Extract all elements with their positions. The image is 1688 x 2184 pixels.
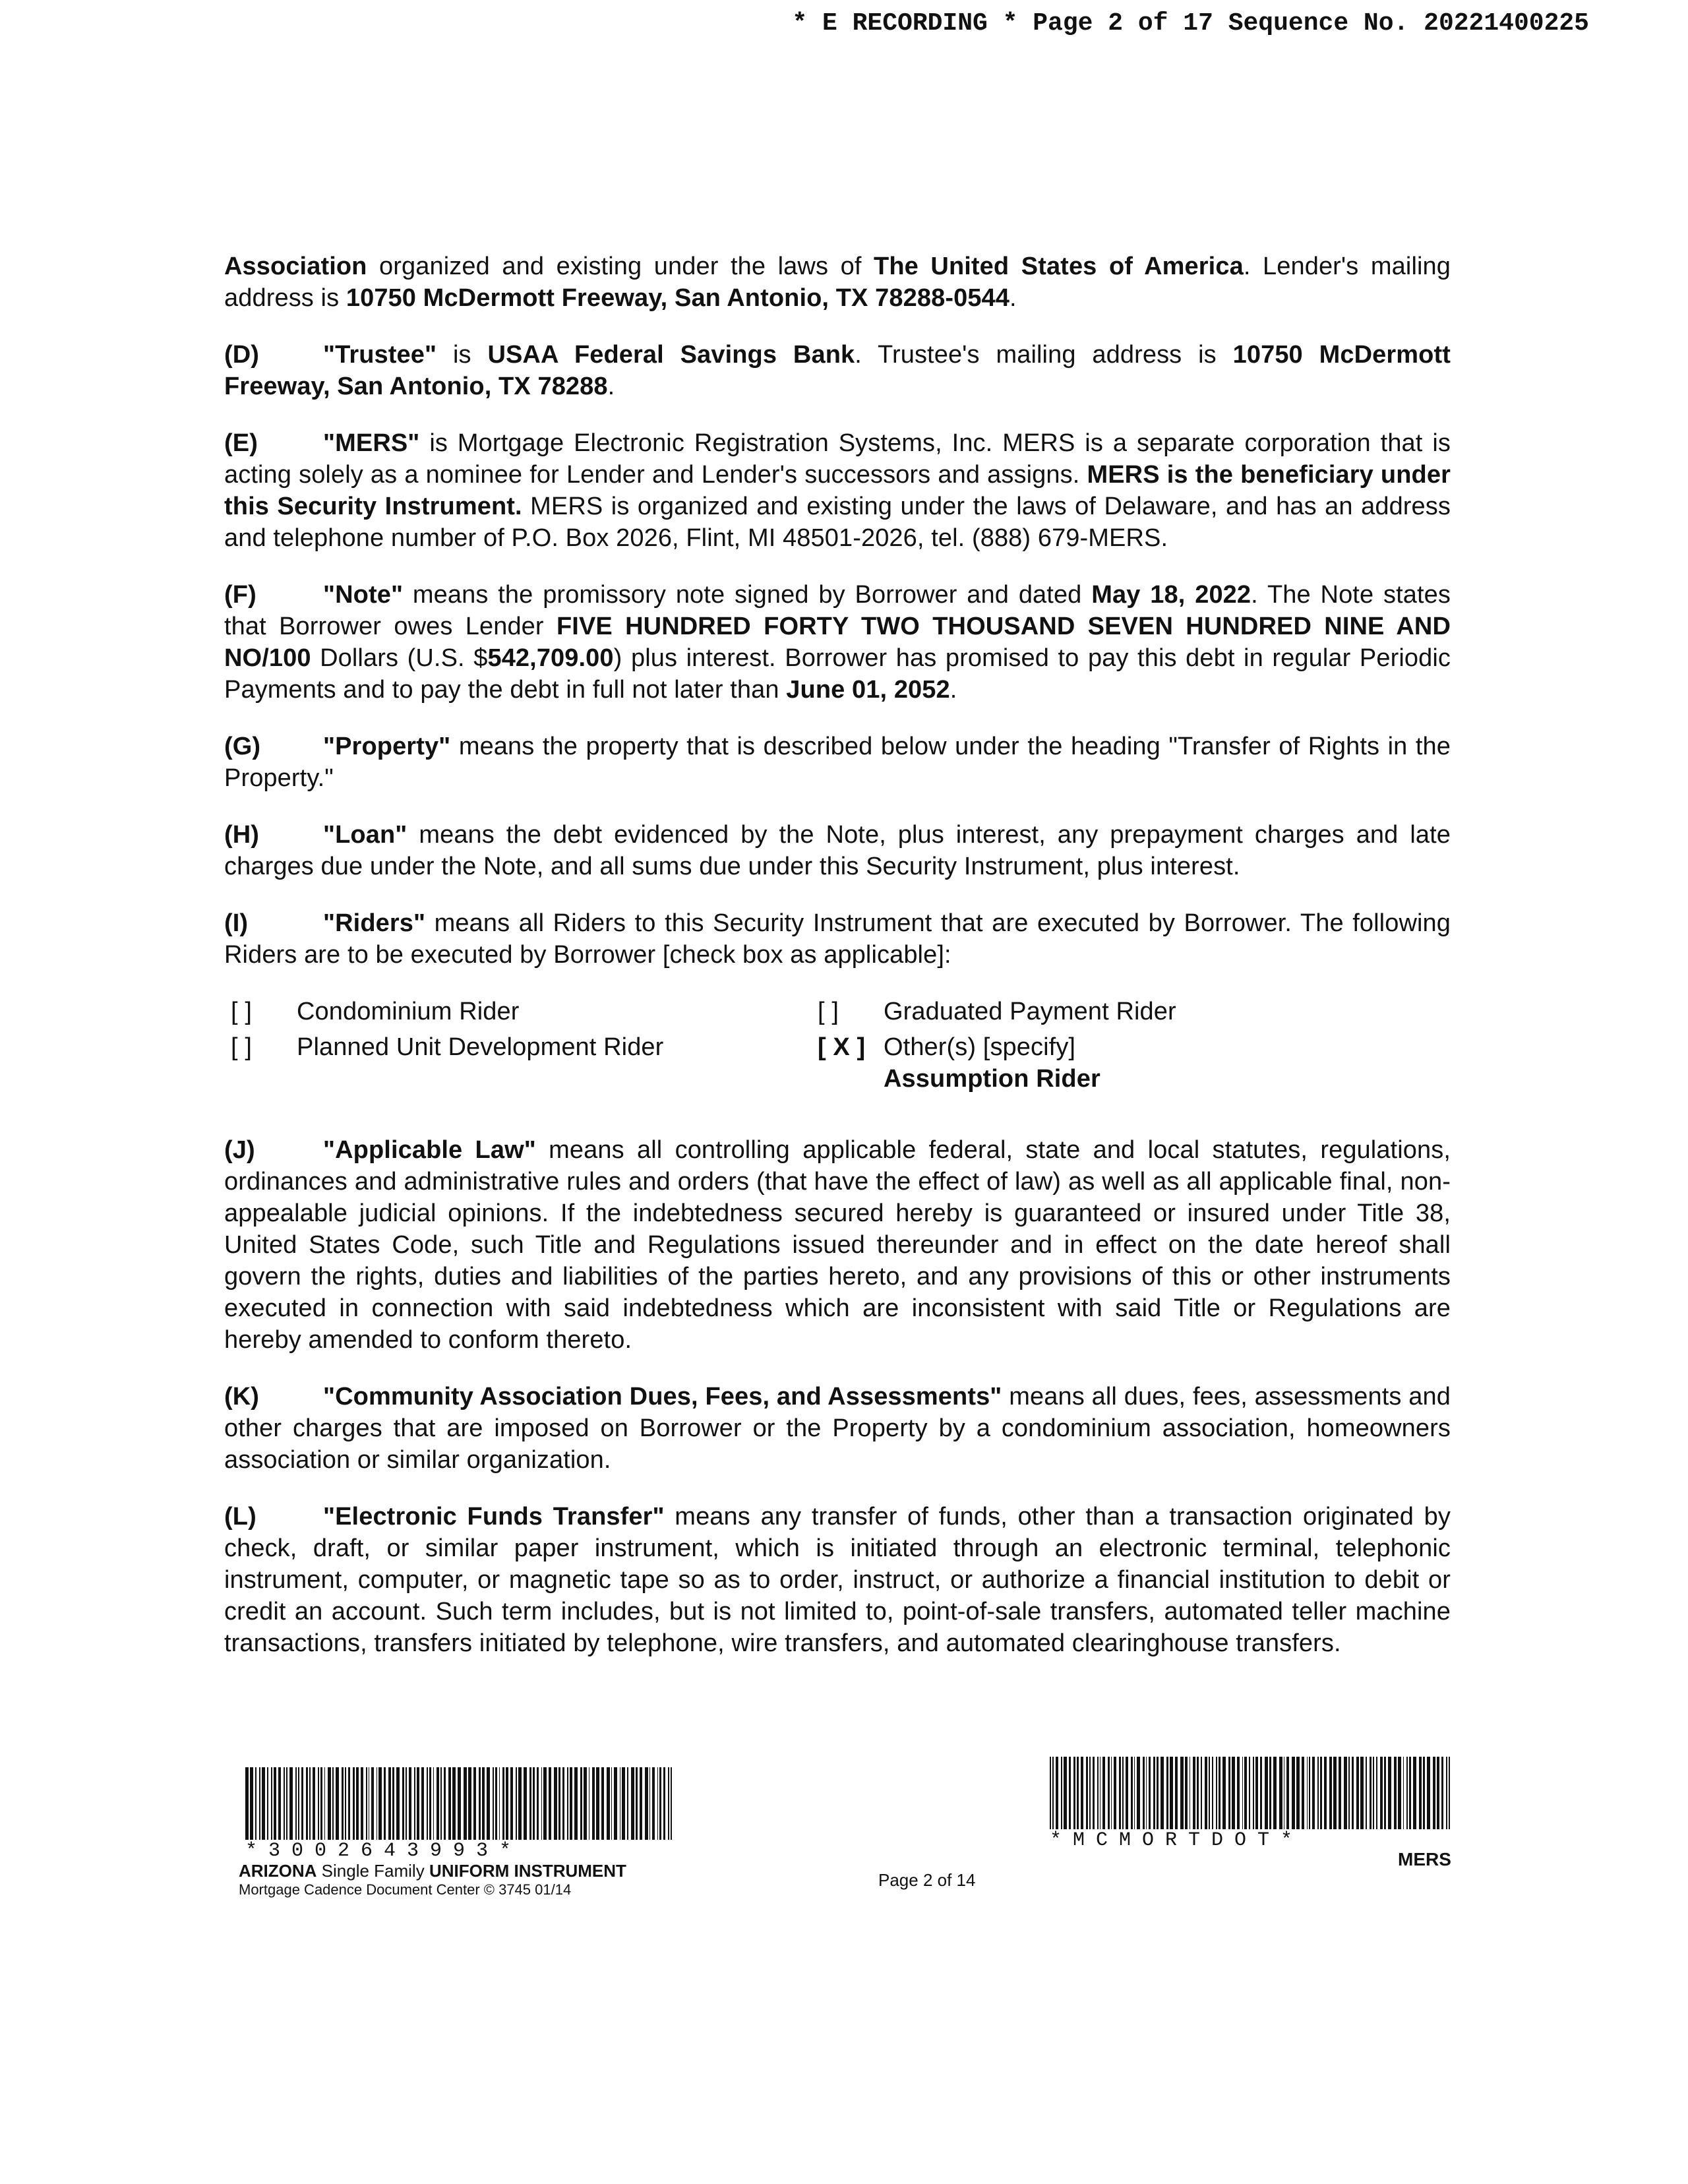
barcode-bar [1052, 1757, 1054, 1829]
barcode-bar [409, 1767, 411, 1840]
barcode-bar [396, 1767, 400, 1840]
text: means all Riders to this Security Instrument that are executed by Borrower. The following Riders are to be executed by Borrower [check box as applicable]: [224, 909, 1451, 969]
trustee-address: 10750 McDermott Freeway, San Antonio, TX 78288 [224, 341, 1451, 400]
defined-term: "Property" [323, 733, 451, 760]
text: means the debt evidenced by the Note, plus interest, any prepayment charges and late charges due under the Note, and all sums due under this Security Instrument, plus interest. [224, 821, 1451, 880]
section-letter: (K) [224, 1383, 260, 1410]
barcode-bar [1086, 1757, 1088, 1829]
barcode-bar [574, 1767, 578, 1840]
barcode-right-digits: *MCMORTDOT* [1050, 1829, 1304, 1852]
defined-term: "Community Association Dues, Fees, and Assessments" [323, 1383, 1002, 1410]
defined-term: "Electronic Funds Transfer" [323, 1503, 665, 1531]
barcode-bar [388, 1767, 391, 1840]
section-letter: (D) [224, 341, 260, 369]
barcode-bar [543, 1767, 547, 1840]
barcode-bar [1269, 1757, 1271, 1829]
barcode-bar [1197, 1757, 1198, 1829]
paragraph-f-note [224, 579, 1451, 706]
barcode-bar [1427, 1757, 1430, 1829]
barcode-bar [255, 1767, 256, 1840]
form-title [239, 1861, 626, 1881]
barcode-bar [1193, 1757, 1195, 1829]
barcode-bar [452, 1767, 456, 1840]
text: . [607, 373, 615, 400]
barcode-bar [1205, 1757, 1207, 1829]
barcode-bars [245, 1767, 674, 1840]
barcode-bar [1292, 1757, 1295, 1829]
barcode-bar [458, 1767, 461, 1840]
rider-condominium [231, 996, 818, 1027]
barcode-bar [659, 1767, 661, 1840]
text: Association [224, 253, 367, 280]
barcode-bar [1286, 1757, 1289, 1829]
barcode-bar [427, 1767, 429, 1840]
barcode-bar [1244, 1757, 1247, 1829]
mers-label: MERS [1398, 1849, 1451, 1869]
barcode-bar [1180, 1757, 1184, 1829]
barcode-bar [589, 1767, 590, 1840]
barcode-bar [495, 1767, 497, 1840]
barcode-bar [1309, 1757, 1310, 1829]
barcode-bar [289, 1767, 293, 1840]
defined-term: "Trustee" [323, 341, 437, 369]
barcode-bar [1406, 1757, 1408, 1829]
barcode-bar [1149, 1757, 1150, 1829]
defined-term: "MERS" [323, 429, 420, 457]
text: means the promissory note signed by Borrower and dated [403, 581, 1092, 609]
barcode-bar [1249, 1757, 1250, 1829]
barcode-bar [1376, 1757, 1377, 1829]
barcode-bar [1237, 1757, 1239, 1829]
barcode-bar [1403, 1757, 1404, 1829]
rider-other [818, 1031, 1457, 1095]
barcode-bar [336, 1767, 339, 1840]
loan-amount: 542,709.00 [487, 644, 614, 672]
barcode-bar [284, 1767, 286, 1840]
barcode-bar [1073, 1757, 1075, 1829]
barcode-bar [607, 1767, 610, 1840]
form-state: ARIZONA [239, 1861, 317, 1881]
barcode-bar [1348, 1757, 1350, 1829]
barcode-bar [271, 1767, 273, 1840]
barcode-bar [1122, 1757, 1124, 1829]
barcode-bar [493, 1767, 495, 1840]
barcode-bars [1050, 1757, 1452, 1829]
barcode-bar [1312, 1757, 1315, 1829]
barcode-bar [562, 1767, 564, 1840]
barcode-bar [1370, 1757, 1372, 1829]
barcode-bar [1131, 1757, 1133, 1829]
barcode-bar [421, 1767, 423, 1840]
barcode-bar [309, 1767, 311, 1840]
rider-specified: Assumption Rider [884, 1065, 1100, 1093]
barcode-bar [1333, 1757, 1337, 1829]
barcode-bar [1081, 1757, 1083, 1829]
barcode-bar [328, 1767, 331, 1840]
barcode-bar [1089, 1757, 1091, 1829]
barcode-bar [1419, 1757, 1422, 1829]
rider-checkbox: [ ] [818, 998, 839, 1025]
text: organized and existing under the laws of [367, 253, 874, 280]
barcode-bar [570, 1767, 572, 1840]
barcode-bar [1100, 1757, 1101, 1829]
barcode-bar [529, 1767, 531, 1840]
text: means any transfer of funds, other than a transaction originated by check, draft, or similar paper instrument, which is initiated through an electronic terminal, telephonic instrument, computer, or magnetic tape so as to order, instruct, or authorize a financial institution to debit or credit an account. Such term includes, but is not limited to, point-of-sale transfers, automated teller machine transactions, transfers initiated by telephone, wire transfers, and automated clearinghouse transfers. [224, 1503, 1451, 1657]
paragraph-l-electronic-funds [224, 1501, 1451, 1659]
barcode-bar [245, 1767, 249, 1840]
barcode-bar [1409, 1757, 1411, 1829]
barcode-bar [320, 1767, 322, 1840]
rider-label: Planned Unit Development Rider [297, 1033, 664, 1061]
barcode-bar [652, 1767, 654, 1840]
barcode-bar [1093, 1757, 1095, 1829]
barcode-bar [1119, 1757, 1121, 1829]
barcode-bar [444, 1767, 446, 1840]
barcode-bar [502, 1767, 504, 1840]
barcode-bar [549, 1767, 551, 1840]
barcode-bar [487, 1767, 490, 1840]
defined-term: "Applicable Law" [323, 1136, 536, 1164]
barcode-left [245, 1767, 674, 1861]
barcode-bar [1232, 1757, 1235, 1829]
text: MERS is organized and existing under the laws of Delaware, and has an address and telephone number of P.O. Box 2026, Flint, MI 48501-2026, tel. (888) 679-MERS. [224, 493, 1451, 552]
paragraph-e-mers [224, 427, 1451, 554]
defined-term: "Note" [323, 581, 404, 609]
barcode-bar [1388, 1757, 1391, 1829]
barcode-bar [1320, 1757, 1321, 1829]
barcode-left-digits: *3002643993* [245, 1840, 523, 1862]
section-letter: (J) [224, 1136, 255, 1164]
barcode-bar [567, 1767, 568, 1840]
barcode-bar [663, 1767, 665, 1840]
barcode-bar [1344, 1757, 1347, 1829]
riders-checklist [231, 996, 1451, 1095]
rider-label: Other(s) [specify] [884, 1033, 1076, 1061]
barcode-bar [1317, 1757, 1319, 1829]
text: . Trustee's mailing address is [855, 341, 1233, 369]
barcode-bar [1190, 1757, 1191, 1829]
barcode-bar [668, 1767, 669, 1840]
barcode-bar [278, 1767, 281, 1840]
text: . [1010, 284, 1017, 312]
barcode-bar [1302, 1757, 1304, 1829]
section-letter: (I) [224, 909, 249, 937]
barcode-bar [1166, 1757, 1168, 1829]
loan-amount-words: FIVE HUNDRED FORTY TWO THOUSAND SEVEN HUNDRED NINE AND NO/100 [224, 613, 1451, 672]
barcode-bar [1050, 1757, 1051, 1829]
barcode-bar [1209, 1757, 1210, 1829]
barcode-bar [324, 1767, 326, 1840]
barcode-bar [1222, 1757, 1226, 1829]
barcode-bar [301, 1767, 303, 1840]
section-letter: (F) [224, 581, 256, 609]
barcode-bar [479, 1767, 481, 1840]
page-footer [0, 1767, 1688, 1926]
barcode-bar [1219, 1757, 1221, 1829]
barcode-bar [1413, 1757, 1416, 1829]
barcode-bar [468, 1767, 471, 1840]
barcode-bar [1170, 1757, 1173, 1829]
barcode-bar [1228, 1757, 1230, 1829]
barcode-bar [1153, 1757, 1155, 1829]
barcode-bar [295, 1767, 297, 1840]
barcode-bar [1126, 1757, 1128, 1829]
barcode-bar [533, 1767, 535, 1840]
section-letter: (E) [224, 429, 258, 457]
text: is [437, 341, 488, 369]
barcode-bar [537, 1767, 539, 1840]
barcode-bar [433, 1767, 435, 1840]
barcode-bar [378, 1767, 382, 1840]
paragraph-j-applicable-law [224, 1134, 1451, 1356]
barcode-bar [518, 1767, 522, 1840]
text: . The Note states that Borrower owes Lender [224, 581, 1451, 640]
barcode-bar [580, 1767, 582, 1840]
barcode-bar [392, 1767, 394, 1840]
barcode-bar [345, 1767, 346, 1840]
barcode-bar [1265, 1757, 1268, 1829]
barcode-bar [1384, 1757, 1385, 1829]
barcode-bar [645, 1767, 648, 1840]
barcode-bar [1242, 1757, 1244, 1829]
barcode-bar [267, 1767, 268, 1840]
barcode-bar [1423, 1757, 1424, 1829]
barcode-bar [601, 1767, 604, 1840]
barcode-bar [1160, 1757, 1164, 1829]
form-publisher: Mortgage Cadence Document Center © 3745 01/14 [239, 1881, 572, 1898]
text: . Lender's mailing address is [224, 253, 1451, 312]
barcode-bar [1398, 1757, 1401, 1829]
text: ) plus interest. Borrower has promised to pay this debt in regular Periodic Payments and to pay the debt in full not later than [224, 644, 1451, 704]
barcode-bar [429, 1767, 431, 1840]
barcode-bar [1352, 1757, 1353, 1829]
barcode-bar [1441, 1757, 1443, 1829]
rider-planned-unit-development [231, 1031, 818, 1095]
barcode-bar [262, 1767, 265, 1840]
barcode-bar [1216, 1757, 1217, 1829]
barcode-bar [414, 1767, 416, 1840]
barcode-bar [1329, 1757, 1332, 1829]
barcode-bar [1339, 1757, 1341, 1829]
barcode-bar [348, 1767, 350, 1840]
recording-header: * E RECORDING * Page 2 of 17 Sequence No. 20221400225 [792, 9, 1589, 38]
barcode-bar [584, 1767, 587, 1840]
barcode-bar [274, 1767, 276, 1840]
barcode-bar [482, 1767, 484, 1840]
rider-checkbox: [ ] [231, 1033, 252, 1061]
barcode-bar [1185, 1757, 1188, 1829]
text: means all controlling applicable federal, state and local statutes, regulations, ordinances and administrative rules and orders (that have the effect of law) as well as all applicable final, non-appealable judicial opinions. If the indebtedness secured hereby is guaranteed or insured under Title 38, United States Code, such Title and Regulations issued thereunder and in effect on the date hereof shall govern the rights, duties and liabilities of the parties hereto, and any provisions of this or other instruments executed in connection with said indebtedness which are inconsistent with said Title or Regulations are hereby amended to conform thereto. [224, 1136, 1451, 1354]
barcode-bar [342, 1767, 344, 1840]
paragraph-h-loan [224, 819, 1451, 882]
barcode-bar [1360, 1757, 1364, 1829]
note-date: May 18, 2022 [1091, 581, 1251, 609]
barcode-bar [596, 1767, 599, 1840]
barcode-bar [1253, 1757, 1254, 1829]
barcode-bar [1324, 1757, 1327, 1829]
barcode-bar [558, 1767, 560, 1840]
barcode-bar [1446, 1757, 1447, 1829]
section-letter: (L) [224, 1503, 256, 1531]
barcode-bar [671, 1767, 673, 1840]
barcode-bar [524, 1767, 527, 1840]
barcode-bar [1137, 1757, 1140, 1829]
document-body [224, 251, 1451, 1684]
barcode-bar [592, 1767, 595, 1840]
barcode-bar [353, 1767, 355, 1840]
barcode-bar [1114, 1757, 1116, 1829]
rider-checkbox: [ ] [231, 998, 252, 1025]
barcode-bar [361, 1767, 363, 1840]
barcode-bar [640, 1767, 642, 1840]
barcode-bar [1366, 1757, 1367, 1829]
lender-address: 10750 McDermott Freeway, San Antonio, TX 78288-0544 [346, 284, 1010, 312]
rider-label-group [884, 1031, 1100, 1095]
rider-label: Condominium Rider [297, 998, 520, 1025]
paragraph-g-property [224, 731, 1451, 794]
barcode-bar [1279, 1757, 1282, 1829]
barcode-bar [448, 1767, 451, 1840]
barcode-bar [627, 1767, 628, 1840]
barcode-bar [1356, 1757, 1360, 1829]
barcode-bar [1134, 1757, 1135, 1829]
barcode-bar [1157, 1757, 1159, 1829]
text: is Mortgage Electronic Registration Systems, Inc. MERS is a separate corporation that is acting solely as a nominee for Lender and Lender's successors and assigns. [224, 429, 1451, 489]
barcode-bar [1056, 1757, 1058, 1829]
barcode-bar [417, 1767, 419, 1840]
barcode-bar [366, 1767, 367, 1840]
text: means the property that is described below under the heading "Transfer of Rights in the Property." [224, 733, 1451, 792]
text: Single Family [316, 1861, 429, 1881]
maturity-date: June 01, 2052 [786, 676, 950, 704]
barcode-bar [1433, 1757, 1436, 1829]
barcode-bar [356, 1767, 359, 1840]
section-letter: (H) [224, 821, 260, 849]
barcode-bar [541, 1767, 543, 1840]
page-number: Page 2 of 14 [878, 1870, 976, 1890]
barcode-bar [506, 1767, 508, 1840]
barcode-bar [1077, 1757, 1079, 1829]
text: Dollars (U.S. $ [311, 644, 488, 672]
barcode-bar [286, 1767, 287, 1840]
barcode-bar [1255, 1757, 1257, 1829]
barcode-bar [313, 1767, 315, 1840]
defined-term: "Loan" [323, 821, 407, 849]
barcode-bar [1146, 1757, 1147, 1829]
barcode-bar [1380, 1757, 1383, 1829]
barcode-bar [1437, 1757, 1439, 1829]
barcode-bar [1212, 1757, 1213, 1829]
text: means all dues, fees, assessments and other charges that are imposed on Borrower or the Property by a condominium association, homeowners association or similar organization. [224, 1383, 1451, 1474]
barcode-bar [631, 1767, 634, 1840]
barcode-bar [440, 1767, 442, 1840]
barcode-bar [250, 1767, 253, 1840]
barcode-bar [499, 1767, 500, 1840]
text: MERS is the beneficiary under this Security Instrument. [224, 461, 1451, 520]
barcode-bar [649, 1767, 651, 1840]
rider-label: Graduated Payment Rider [884, 998, 1176, 1025]
barcode-bar [406, 1767, 407, 1840]
barcode-bar [657, 1767, 659, 1840]
barcode-bar [1108, 1757, 1109, 1829]
barcode-bar [464, 1767, 467, 1840]
rider-graduated-payment [818, 996, 1457, 1027]
barcode-bar [1097, 1757, 1099, 1829]
barcode-bar [1201, 1757, 1202, 1829]
text: The United States of America [874, 253, 1244, 280]
paragraph-k-association-dues [224, 1381, 1451, 1476]
barcode-right [1050, 1757, 1452, 1850]
barcode-bar [622, 1767, 625, 1840]
barcode-bar [473, 1767, 476, 1840]
barcode-bar [620, 1767, 621, 1840]
barcode-bar [516, 1767, 518, 1840]
barcode-bar [437, 1767, 439, 1840]
barcode-bar [318, 1767, 320, 1840]
barcode-bar [611, 1767, 613, 1840]
section-letter: (G) [224, 733, 261, 760]
form-name: UNIFORM INSTRUMENT [429, 1861, 626, 1881]
barcode-bar [298, 1767, 299, 1840]
barcode-bar [1449, 1757, 1450, 1829]
barcode-bar [1284, 1757, 1285, 1829]
barcode-bar [1069, 1757, 1071, 1829]
barcode-bar [1307, 1757, 1308, 1829]
barcode-bar [614, 1767, 617, 1840]
rider-checkbox-checked: [ X ] [818, 1033, 866, 1061]
barcode-bar [1102, 1757, 1105, 1829]
barcode-bar [1175, 1757, 1177, 1829]
barcode-bar [259, 1767, 261, 1840]
barcode-bar [369, 1767, 370, 1840]
barcode-bar [371, 1767, 373, 1840]
paragraph-c-continued [224, 251, 1451, 314]
barcode-bar [636, 1767, 638, 1840]
barcode-bar [306, 1767, 308, 1840]
barcode-bar [384, 1767, 386, 1840]
barcode-bar [510, 1767, 513, 1840]
defined-term: "Riders" [323, 909, 426, 937]
barcode-bar [1296, 1757, 1300, 1829]
barcode-bar [1061, 1757, 1062, 1829]
text: . [950, 676, 957, 704]
barcode-bar [1273, 1757, 1277, 1829]
paragraph-d-trustee [224, 339, 1451, 402]
barcode-bar [332, 1767, 334, 1840]
paragraph-i-riders [224, 907, 1451, 971]
barcode-bar [1394, 1757, 1397, 1829]
barcode-bar [1373, 1757, 1374, 1829]
barcode-bar [1111, 1757, 1112, 1829]
barcode-bar [1143, 1757, 1144, 1829]
trustee-name: USAA Federal Savings Bank [487, 341, 855, 369]
barcode-bar [377, 1767, 378, 1840]
barcode-bar [1260, 1757, 1262, 1829]
barcode-bar [1064, 1757, 1067, 1829]
barcode-bar [554, 1767, 557, 1840]
barcode-bar [402, 1767, 404, 1840]
